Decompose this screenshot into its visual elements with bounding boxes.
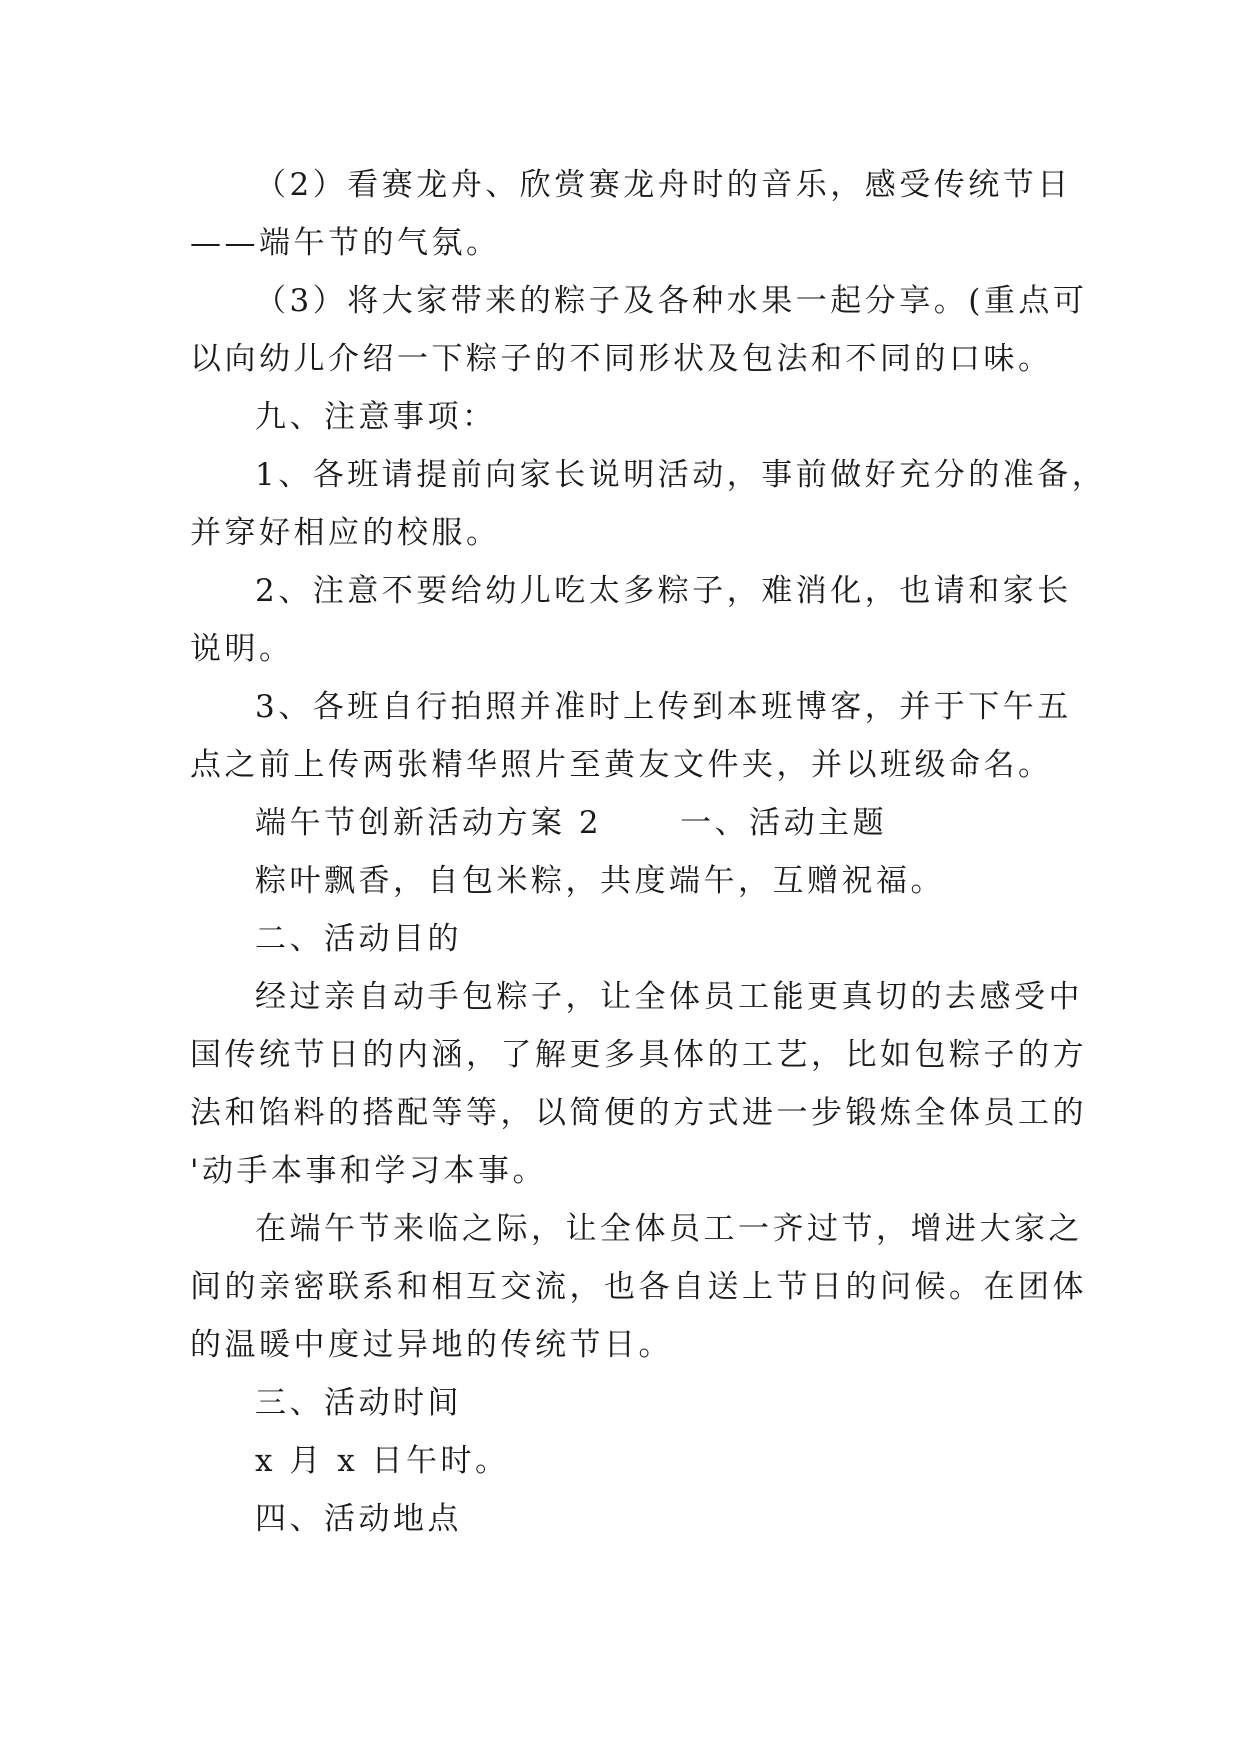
paragraph-line: '动手本事和学习本事。 xyxy=(190,1153,548,1189)
section-heading: 一、活动主题 xyxy=(680,805,888,841)
section-heading: 二、活动目的 xyxy=(255,921,462,957)
paragraph-line: 间的亲密联系和相互交流，也各自送上节日的问候。在团体 xyxy=(190,1269,1087,1305)
paragraph-line: 2、注意不要给幼儿吃太多粽子，难消化，也请和家长 xyxy=(255,573,1072,609)
paragraph-line: 1、各班请提前向家长说明活动，事前做好充分的准备， xyxy=(255,457,1107,493)
section-heading: 四、活动地点 xyxy=(255,1501,462,1537)
paragraph-line: （2）看赛龙舟、欣赏赛龙舟时的音乐，感受传统节日 xyxy=(255,167,1072,203)
paragraph-line: 在端午节来临之际，让全体员工一齐过节，增进大家之 xyxy=(255,1211,1083,1247)
plan-title-line xyxy=(255,803,1125,843)
paragraph-line: 以向幼儿介绍一下粽子的不同形状及包法和不同的口味。 xyxy=(190,341,1053,377)
paragraph-line: 经过亲自动手包粽子，让全体员工能更真切的去感受中 xyxy=(255,979,1083,1015)
section-heading: 三、活动时间 xyxy=(255,1385,462,1421)
paragraph-line: （3）将大家带来的粽子及各种水果一起分享。(重点可 xyxy=(255,283,1088,319)
paragraph-line: x 月 x 日午时。 xyxy=(255,1443,510,1479)
paragraph-line: 法和馅料的搭配等等，以简便的方式进一步锻炼全体员工的 xyxy=(190,1095,1087,1131)
paragraph-line: ——端午节的气氛。 xyxy=(190,225,501,261)
paragraph-line: 的温暖中度过异地的传统节日。 xyxy=(190,1327,673,1363)
paragraph-line: 国传统节日的内涵，了解更多具体的工艺，比如包粽子的方 xyxy=(190,1037,1087,1073)
paragraph-line: 点之前上传两张精华照片至黄友文件夹，并以班级命名。 xyxy=(190,747,1053,783)
paragraph-line: 3、各班自行拍照并准时上传到本班博客，并于下午五 xyxy=(255,689,1072,725)
plan-title: 端午节创新活动方案 2 xyxy=(255,805,603,841)
paragraph-line: 说明。 xyxy=(190,631,294,667)
section-heading: 九、注意事项： xyxy=(255,399,497,435)
paragraph-line: 并穿好相应的校服。 xyxy=(190,515,501,551)
paragraph-line: 粽叶飘香，自包米粽，共度端午，互赠祝福。 xyxy=(255,863,945,899)
